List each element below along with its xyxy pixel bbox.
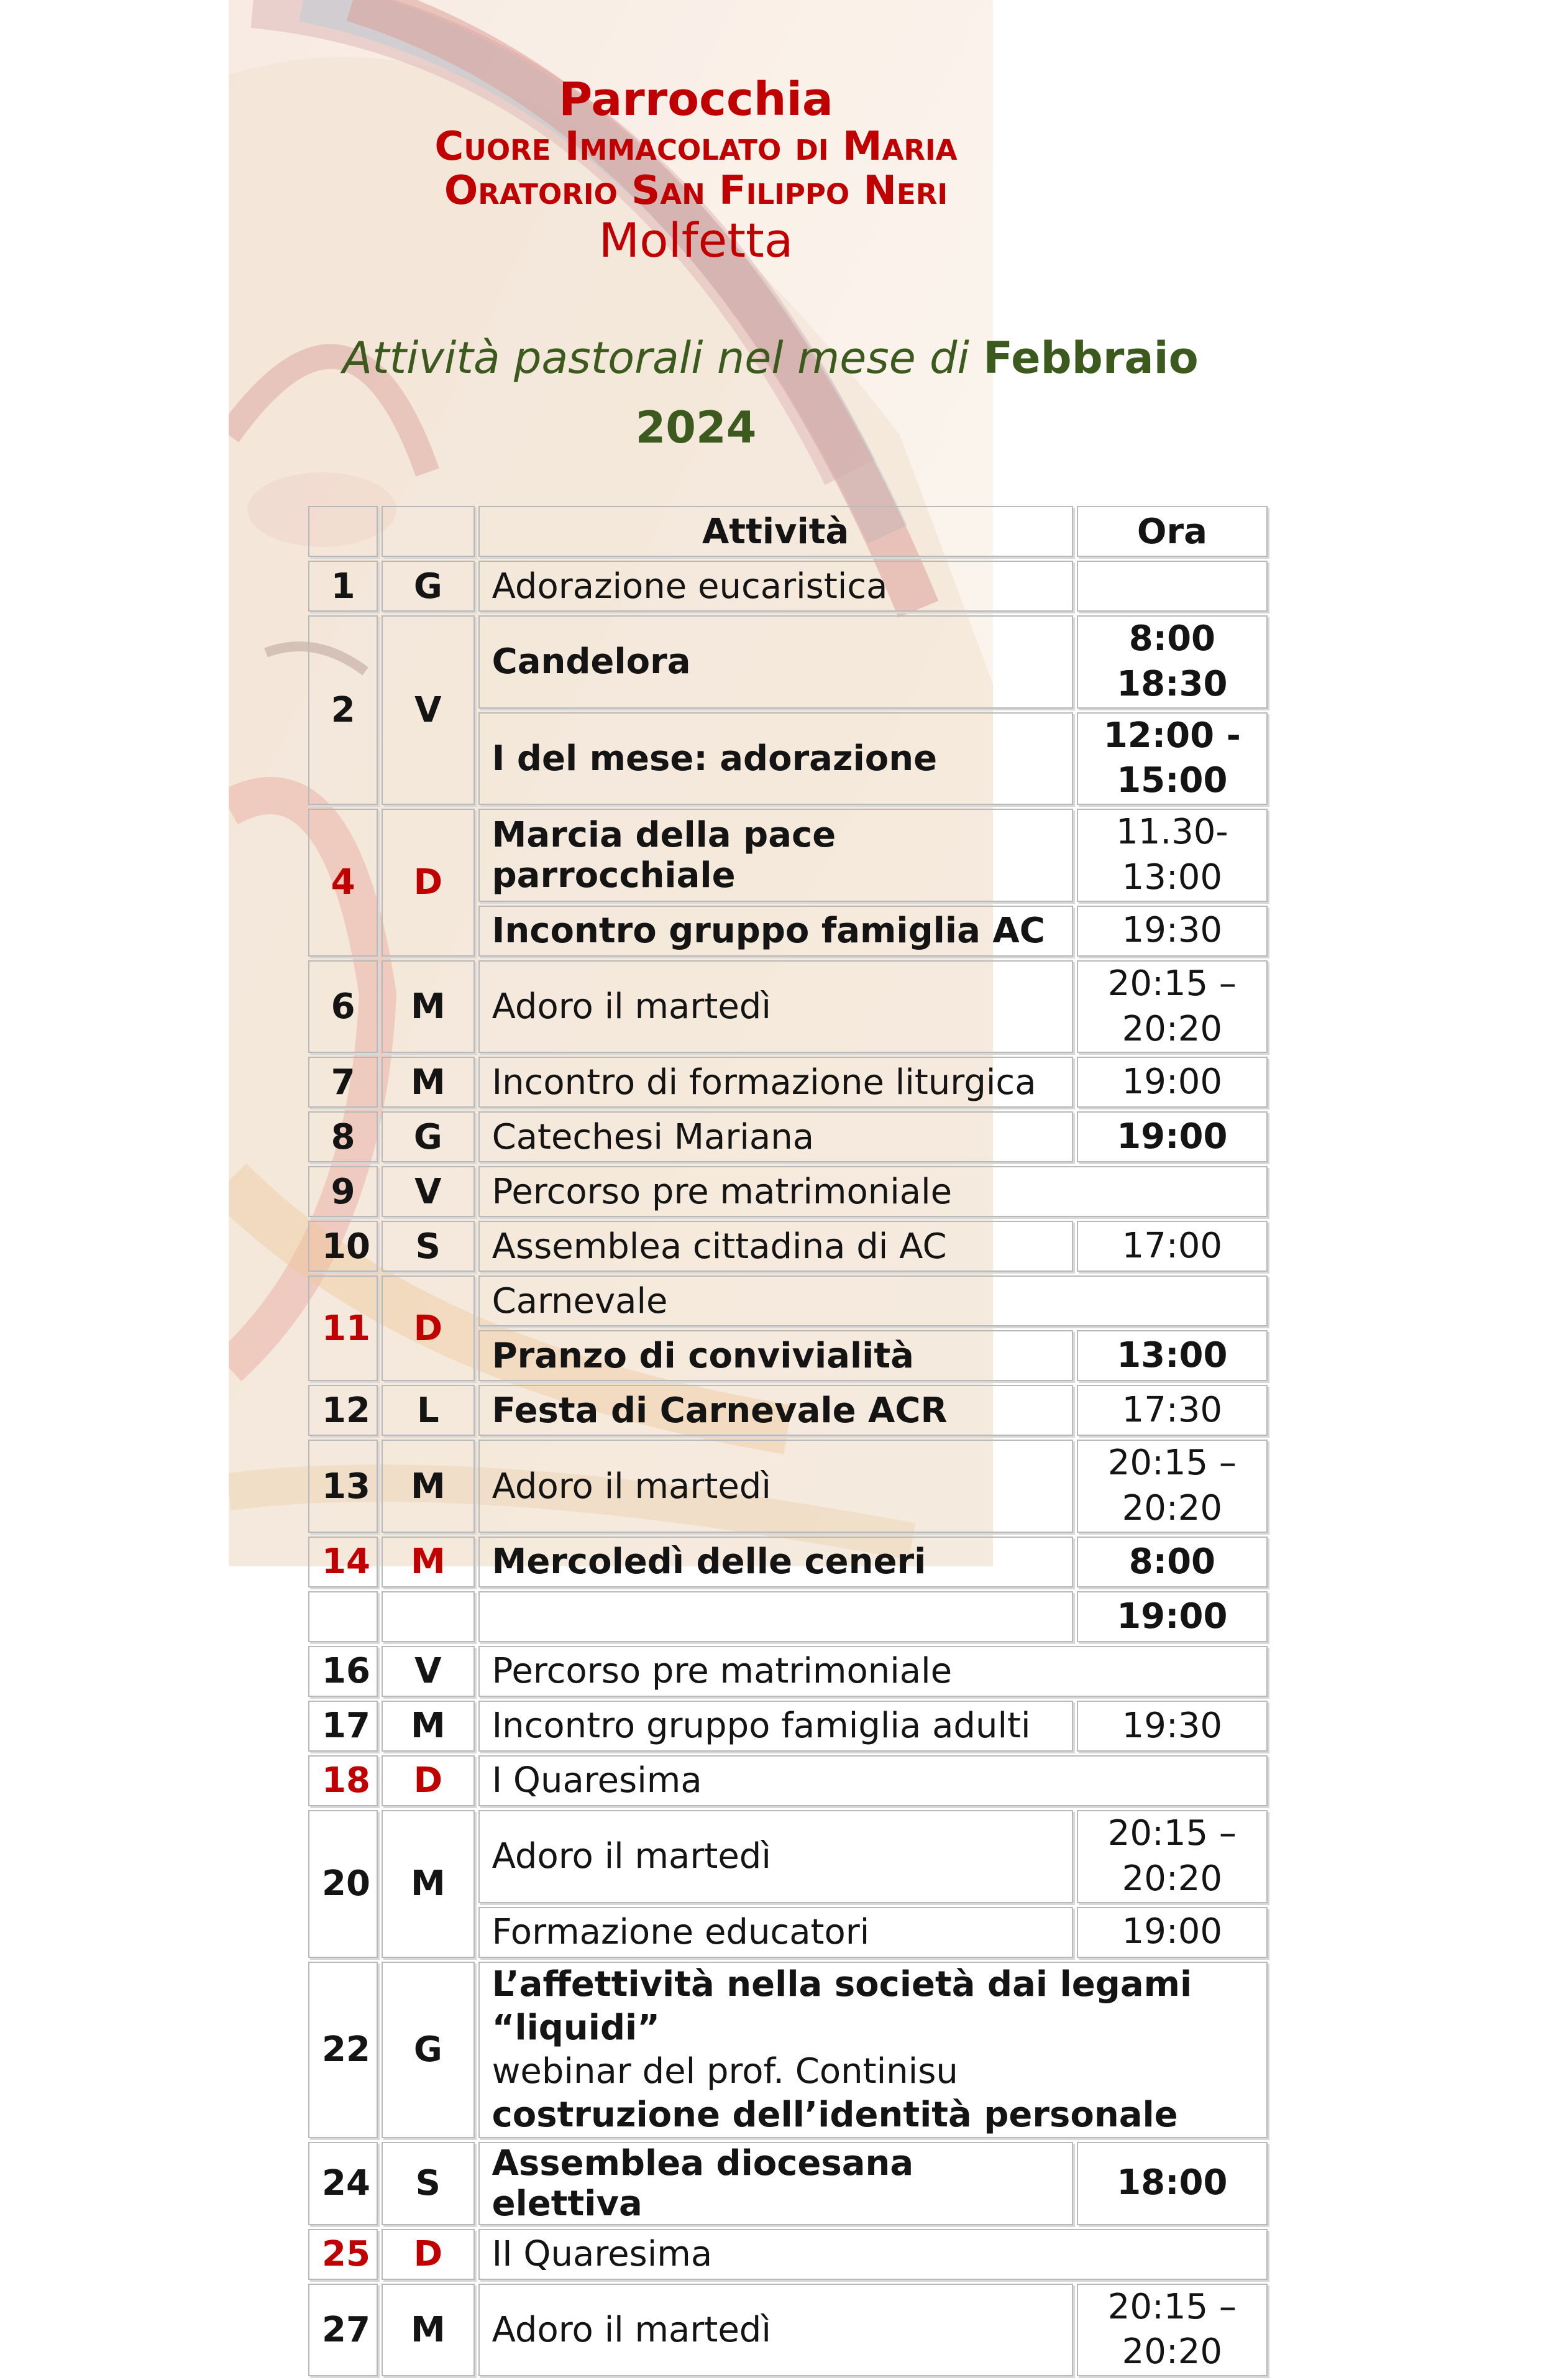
weekday: D bbox=[382, 2229, 474, 2280]
weekday: G bbox=[382, 561, 474, 612]
activity: Pranzo di convivialità bbox=[478, 1330, 1073, 1381]
activity: Mercoledì delle ceneri bbox=[478, 1537, 1073, 1587]
day-number: 2 bbox=[308, 615, 378, 805]
day-number: 12 bbox=[308, 1385, 378, 1436]
table-row bbox=[308, 561, 1268, 612]
activity: Assemblea diocesana elettiva bbox=[478, 2142, 1073, 2225]
time bbox=[1077, 561, 1268, 612]
day-number-empty bbox=[308, 1591, 378, 1642]
activity-line-title: L’affettività nella società dai legami “liquidi” bbox=[492, 1964, 1192, 2048]
time: 11.30- 13:00 bbox=[1077, 809, 1268, 902]
day-number: 20 bbox=[308, 1810, 378, 1958]
weekday: V bbox=[382, 1646, 474, 1697]
weekday-empty bbox=[382, 1591, 474, 1642]
weekday: D bbox=[382, 1275, 474, 1381]
weekday: M bbox=[382, 1057, 474, 1108]
header-church-name: Cuore Immacolato di Maria bbox=[434, 124, 958, 170]
time: 20:15 – 20:20 bbox=[1077, 1440, 1268, 1533]
table-row bbox=[308, 1111, 1268, 1162]
activity: Adoro il martedì bbox=[478, 960, 1073, 1054]
table-row bbox=[308, 1275, 1268, 1326]
table-row bbox=[308, 1591, 1268, 1642]
weekday: L bbox=[382, 1385, 474, 1436]
activity: Adorazione eucaristica bbox=[478, 561, 1073, 612]
table-row bbox=[308, 1166, 1268, 1217]
parish-header bbox=[0, 75, 1541, 268]
time: 13:00 bbox=[1077, 1330, 1268, 1381]
activity-line-webinar: webinar del prof. Continisu bbox=[492, 2051, 958, 2092]
activity-line-topic: costruzione dell’identità personale bbox=[492, 2094, 1178, 2135]
time: 8:00 18:30 bbox=[1077, 615, 1268, 709]
table-row bbox=[308, 1440, 1268, 1533]
day-number: 11 bbox=[308, 1275, 378, 1381]
time: 17:30 bbox=[1077, 1385, 1268, 1436]
activity: I del mese: adorazione bbox=[478, 712, 1073, 806]
time: 19:00 bbox=[1077, 1111, 1268, 1162]
header-cell-day-num bbox=[308, 506, 378, 557]
activity: II Quaresima bbox=[478, 2229, 1268, 2280]
activities-table bbox=[304, 502, 1271, 2380]
weekday: G bbox=[382, 1962, 474, 2138]
day-number: 10 bbox=[308, 1221, 378, 1272]
day-number: 22 bbox=[308, 1962, 378, 2138]
activity: Formazione educatori bbox=[478, 1907, 1073, 1958]
time: 19:00 bbox=[1077, 1591, 1268, 1642]
day-number: 6 bbox=[308, 960, 378, 1054]
weekday: S bbox=[382, 1221, 474, 1272]
weekday: M bbox=[382, 1537, 474, 1587]
activity: Adoro il martedì bbox=[478, 1440, 1073, 1533]
weekday: D bbox=[382, 1755, 474, 1806]
table-row bbox=[308, 1810, 1268, 1903]
weekday: M bbox=[382, 1440, 474, 1533]
time: 19:00 bbox=[1077, 1907, 1268, 1958]
table-row bbox=[308, 809, 1268, 902]
weekday: M bbox=[382, 1701, 474, 1752]
time: 18:00 bbox=[1077, 2142, 1268, 2225]
time: 20:15 – 20:20 bbox=[1077, 1810, 1268, 1903]
day-number: 4 bbox=[308, 809, 378, 957]
activity: Assemblea cittadina di AC bbox=[478, 1221, 1073, 1272]
time: 19:30 bbox=[1077, 1701, 1268, 1752]
activity-empty bbox=[478, 1591, 1073, 1642]
day-number: 16 bbox=[308, 1646, 378, 1697]
table-row bbox=[308, 615, 1268, 709]
header-time: Ora bbox=[1077, 506, 1268, 557]
activity: Adoro il martedì bbox=[478, 2284, 1073, 2377]
day-number: 25 bbox=[308, 2229, 378, 2280]
activity: Festa di Carnevale ACR bbox=[478, 1385, 1073, 1436]
day-number: 18 bbox=[308, 1755, 378, 1806]
time: 20:15 – 20:20 bbox=[1077, 960, 1268, 1054]
weekday: M bbox=[382, 2284, 474, 2377]
subtitle-month: Febbraio bbox=[983, 333, 1199, 384]
day-number: 9 bbox=[308, 1166, 378, 1217]
header-oratory-name: Oratorio San Filippo Neri bbox=[444, 167, 948, 214]
table-row bbox=[308, 1646, 1268, 1697]
activity: Percorso pre matrimoniale bbox=[478, 1166, 1268, 1217]
weekday: G bbox=[382, 1111, 474, 1162]
activity: Carnevale bbox=[478, 1275, 1268, 1326]
header-activity: Attività bbox=[478, 506, 1073, 557]
day-number: 24 bbox=[308, 2142, 378, 2225]
weekday: M bbox=[382, 1810, 474, 1958]
table-row bbox=[308, 1057, 1268, 1108]
time: 12:00 - 15:00 bbox=[1077, 712, 1268, 806]
weekday: V bbox=[382, 1166, 474, 1217]
table-row bbox=[308, 1385, 1268, 1436]
table-row bbox=[308, 1962, 1268, 2138]
time: 19:30 bbox=[1077, 906, 1268, 957]
activity: Candelora bbox=[478, 615, 1073, 709]
time: 20:15 – 20:20 bbox=[1077, 2284, 1268, 2377]
weekday: D bbox=[382, 809, 474, 957]
weekday: S bbox=[382, 2142, 474, 2225]
time: 17:00 bbox=[1077, 1221, 1268, 1272]
activity: Adoro il martedì bbox=[478, 1810, 1073, 1903]
activity: Incontro gruppo famiglia adulti bbox=[478, 1701, 1073, 1752]
table-row bbox=[308, 1221, 1268, 1272]
table-row bbox=[308, 2284, 1268, 2377]
table-row bbox=[308, 2142, 1268, 2225]
weekday: M bbox=[382, 960, 474, 1054]
activity: Marcia della pace parrocchiale bbox=[478, 809, 1073, 902]
activity: Incontro di formazione liturgica bbox=[478, 1057, 1073, 1108]
table-header-row bbox=[308, 506, 1268, 557]
day-number: 8 bbox=[308, 1111, 378, 1162]
day-number: 14 bbox=[308, 1537, 378, 1587]
weekday: V bbox=[382, 615, 474, 805]
subtitle-text: Attività pastorali nel mese di bbox=[342, 333, 969, 384]
activity: Percorso pre matrimoniale bbox=[478, 1646, 1268, 1697]
subtitle-year: 2024 bbox=[635, 402, 757, 453]
day-number: 27 bbox=[308, 2284, 378, 2377]
header-cell-weekday bbox=[382, 506, 474, 557]
time: 19:00 bbox=[1077, 1057, 1268, 1108]
table-row bbox=[308, 2229, 1268, 2280]
page-subtitle bbox=[0, 323, 1541, 462]
day-number: 1 bbox=[308, 561, 378, 612]
activity: Incontro gruppo famiglia AC bbox=[478, 906, 1073, 957]
day-number: 17 bbox=[308, 1701, 378, 1752]
header-parish: Parrocchia bbox=[559, 73, 833, 126]
day-number: 7 bbox=[308, 1057, 378, 1108]
table-row bbox=[308, 1755, 1268, 1806]
activity: I Quaresima bbox=[478, 1755, 1268, 1806]
activity: Catechesi Mariana bbox=[478, 1111, 1073, 1162]
table-row bbox=[308, 1537, 1268, 1587]
day-number: 13 bbox=[308, 1440, 378, 1533]
header-city: Molfetta bbox=[598, 213, 793, 269]
table-row bbox=[308, 960, 1268, 1054]
activity-multiline bbox=[478, 1962, 1268, 2138]
time: 8:00 bbox=[1077, 1537, 1268, 1587]
table-row bbox=[308, 1701, 1268, 1752]
